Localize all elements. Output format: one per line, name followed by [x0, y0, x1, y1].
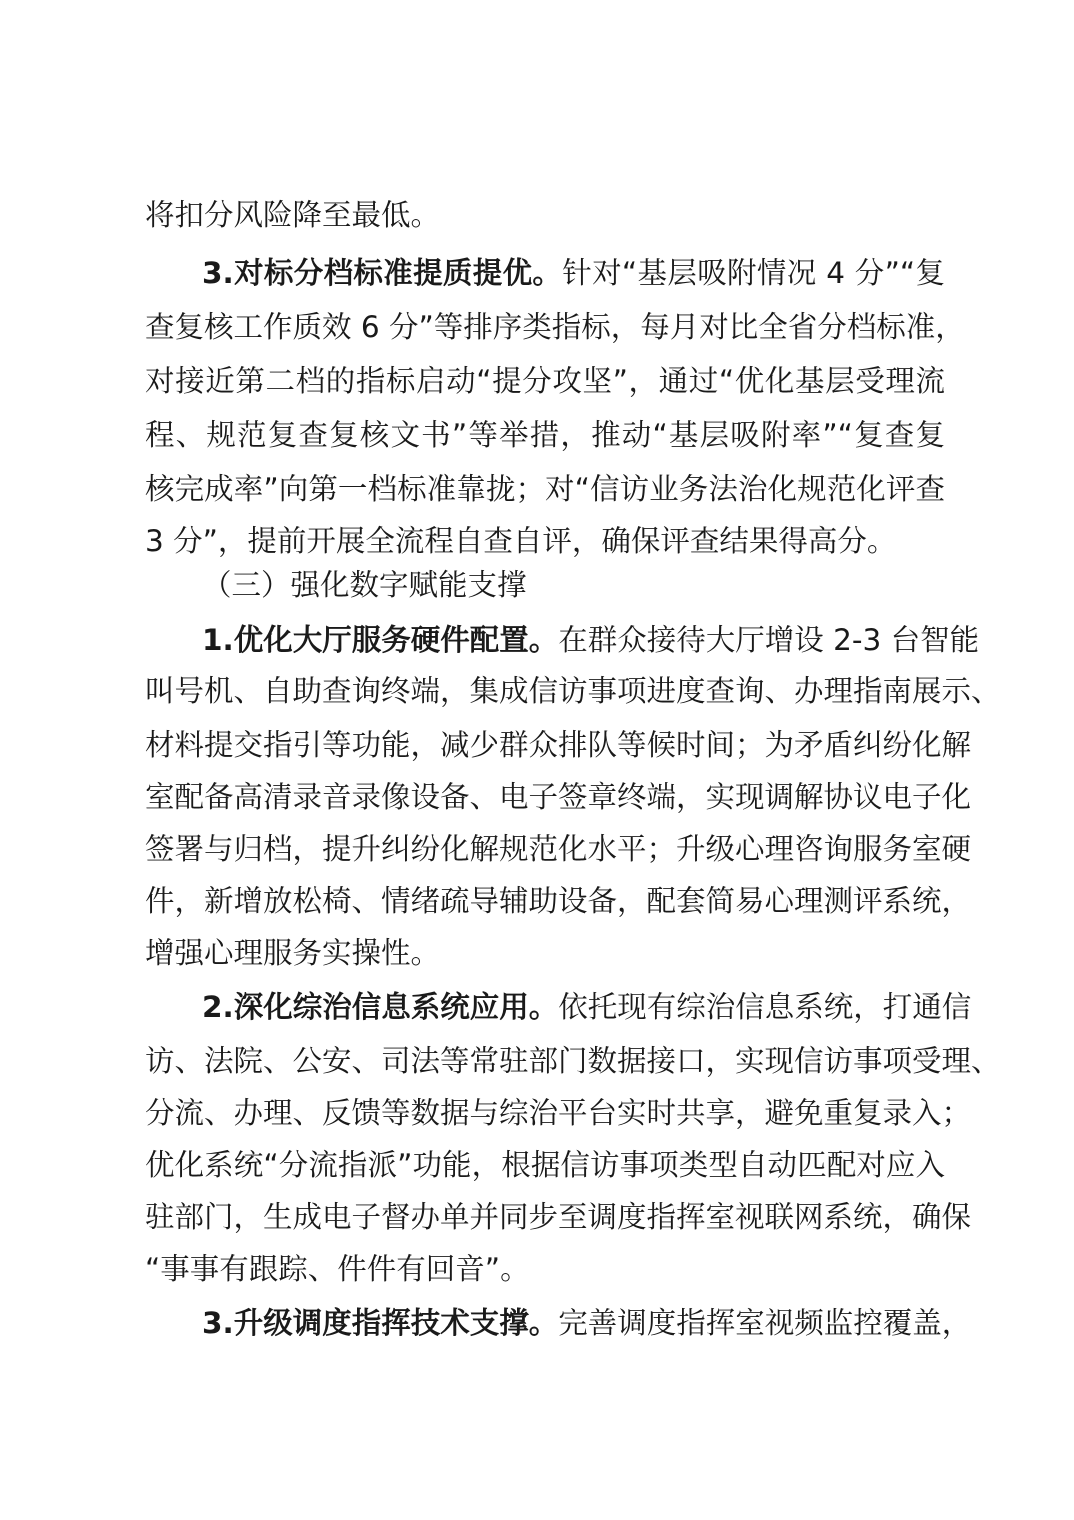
text-line: 分流、办理、反馈等数据与综治平台实时共享，避免重复录入；	[145, 1096, 972, 1130]
text-line: 访、法院、公安、司法等常驻部门数据接口，实现信访事项受理、	[145, 1044, 1001, 1078]
text-line: 程、规范复查复核文书”等举措，推动“基层吸附率”“复查复	[145, 418, 945, 452]
text-line: 室配备高清录音录像设备、电子签章终端，实现调解协议电子化	[145, 780, 972, 814]
list-item-heading-line: 1.优化大厅服务硬件配置。在群众接待大厅增设 2-3 台智能	[202, 623, 980, 657]
text-line: 增强心理服务实操性。	[145, 936, 441, 970]
list-item-heading-line: 2.深化综治信息系统应用。依托现有综治信息系统，打通信	[202, 990, 972, 1024]
text-line: 叫号机、自助查询终端，集成信访事项进度查询、办理指南展示、	[145, 674, 1001, 708]
text-line: 将扣分风险降至最低。	[145, 198, 441, 232]
item-title: 2.深化综治信息系统应用。	[202, 990, 559, 1024]
text-line: 核完成率”向第一档标准靠拢；对“信访业务法治化规范化评查	[145, 472, 945, 506]
text-line: 材料提交指引等功能，减少群众排队等候时间；为矛盾纠纷化解	[145, 728, 972, 762]
text-line: 3 分”，提前开展全流程自查自评，确保评查结果得高分。	[145, 524, 897, 558]
text-line: “事事有跟踪、件件有回音”。	[145, 1252, 530, 1286]
text-line: 查复核工作质效 6 分”等排序类指标，每月对比全省分档标准，	[145, 310, 965, 344]
text-line: 件，新增放松椅、情绪疏导辅助设备，配套简易心理测评系统，	[145, 884, 972, 918]
list-item-heading-line: 3.升级调度指挥技术支撑。完善调度指挥室视频监控覆盖，	[202, 1306, 972, 1340]
list-item-heading-line: 3.对标分档标准提质提优。针对“基层吸附情况 4 分”“复	[202, 256, 946, 290]
text-line: 驻部门，生成电子督办单并同步至调度指挥室视联网系统，确保	[145, 1200, 972, 1234]
section-heading: （三）强化数字赋能支撑	[202, 568, 527, 602]
text-line: 对接近第二档的指标启动“提分攻坚”，通过“优化基层受理流	[145, 364, 945, 398]
text-line: 优化系统“分流指派”功能，根据信访事项类型自动匹配对应入	[145, 1148, 945, 1182]
text-line: 签署与归档，提升纠纷化解规范化水平；升级心理咨询服务室硬	[145, 832, 972, 866]
item-title: 1.优化大厅服务硬件配置。	[202, 623, 559, 657]
item-title: 3.升级调度指挥技术支撑。	[202, 1306, 559, 1340]
item-title: 3.对标分档标准提质提优。	[202, 256, 563, 290]
